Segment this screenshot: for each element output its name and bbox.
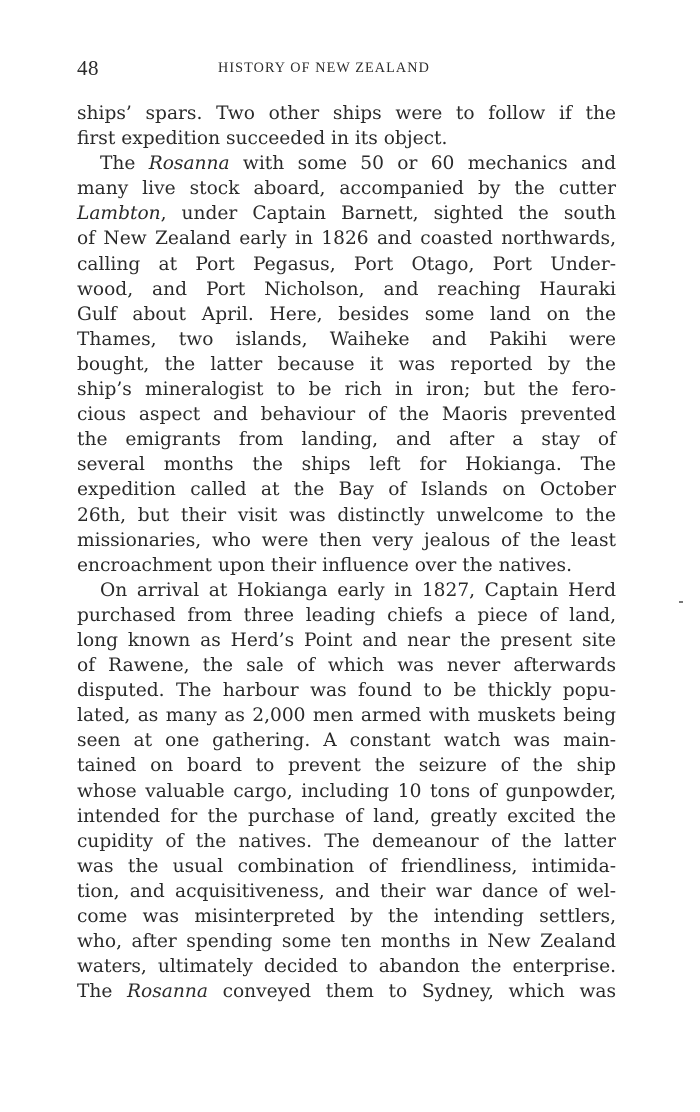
text-line: Gulf about April. Here, besides some land on the bbox=[77, 303, 616, 325]
text-line: cious aspect and behaviour of the Maoris prevented bbox=[77, 404, 616, 426]
text-line: long known as Herd’s Point and near the present site bbox=[77, 629, 616, 651]
ship-name: Rosanna bbox=[148, 153, 230, 175]
text-line: calling at Port Pegasus, Port Otago, Port Under- bbox=[77, 253, 616, 275]
text-line: missionaries, who were then very jealous of the least bbox=[77, 529, 616, 551]
text-line: Lambton, under Captain Barnett, sighted the south bbox=[77, 203, 616, 225]
text-line: disputed. The harbour was found to be thickly popu- bbox=[77, 680, 616, 702]
text-line: cupidity of the natives. The demeanour of the latter bbox=[77, 830, 616, 852]
text-line: encroachment upon their influence over the natives. bbox=[77, 554, 573, 576]
running-title: HISTORY OF NEW ZEALAND bbox=[218, 60, 430, 76]
text-line: who, after spending some ten months in New Zealand bbox=[77, 931, 616, 953]
text-line: of New Zealand early in 1826 and coasted northwards, bbox=[77, 228, 616, 250]
running-head bbox=[77, 56, 617, 82]
text-line: first expedition succeeded in its object. bbox=[77, 128, 448, 150]
text-line: lated, as many as 2,000 men armed with muskets being bbox=[77, 705, 616, 727]
text-line: expedition called at the Bay of Islands on October bbox=[77, 479, 616, 501]
text-line: On arrival at Hokianga early in 1827, Captain Herd bbox=[100, 579, 616, 601]
text-line: ships’ spars. Two other ships were to follow if the bbox=[77, 103, 616, 124]
text-line: waters, ultimately decided to abandon the enterprise. bbox=[77, 956, 616, 978]
body-text bbox=[77, 101, 616, 1004]
text-line: the emigrants from landing, and after a stay of bbox=[77, 429, 616, 451]
text-line: The Rosanna conveyed them to Sydney, which was bbox=[77, 981, 616, 1003]
text-line: whose valuable cargo, including 10 tons of gunpowder, bbox=[77, 780, 616, 802]
text-line: wood, and Port Nicholson, and reaching Hauraki bbox=[77, 278, 616, 300]
text-line: tion, and acquisitiveness, and their war dance of wel- bbox=[77, 880, 616, 902]
text-line: intended for the purchase of land, greatly excited the bbox=[77, 805, 616, 827]
page-number: 48 bbox=[77, 56, 99, 80]
text-line: Thames, two islands, Waiheke and Pakihi were bbox=[77, 328, 616, 350]
text-line: tained on board to prevent the seizure of the ship bbox=[77, 755, 616, 777]
text-line: bought, the latter because it was reported by the bbox=[77, 353, 616, 375]
text-line: many live stock aboard, accompanied by the cutter bbox=[77, 178, 616, 200]
text-line: The Rosanna with some 50 or 60 mechanics and bbox=[100, 153, 617, 175]
text-line: was the usual combination of friendliness, intimida- bbox=[77, 855, 616, 877]
ship-name: Rosanna bbox=[127, 981, 208, 1003]
text-line: purchased from three leading chiefs a piece of land, bbox=[77, 604, 616, 626]
text-line: seen at one gathering. A constant watch was main- bbox=[77, 730, 616, 752]
margin-mark bbox=[679, 601, 683, 603]
text-line: 26th, but their visit was distinctly unwelcome to the bbox=[77, 504, 616, 526]
text-line: several months the ships left for Hokianga. The bbox=[77, 454, 616, 476]
text-line: come was misinterpreted by the intending settlers, bbox=[77, 906, 616, 927]
text-line: of Rawene, the sale of which was never afterwards bbox=[77, 655, 616, 677]
ship-name: Lambton bbox=[77, 203, 161, 225]
text-line: ship’s mineralogist to be rich in iron; but the fero- bbox=[77, 379, 616, 401]
